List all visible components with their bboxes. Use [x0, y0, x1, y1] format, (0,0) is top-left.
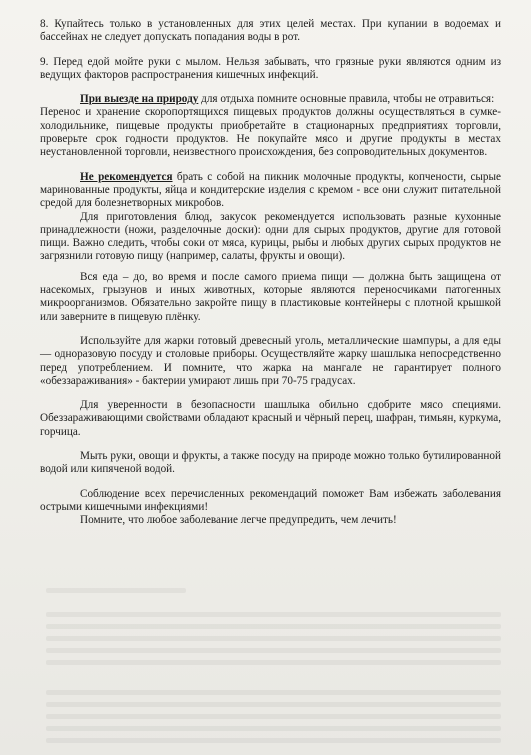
closing-line: Помните, что любое заболевание легче предупредить, чем лечить! — [80, 514, 397, 527]
picnic-storage: Перенос и хранение скоропортящихся пищевых продуктов должны осуществляться в сумке-холодильнике, пищевые продукты приобретайте в стационарных предприятиях торговли, проверьте срок годности продуктов. Не покупайте мясо и другие продукты в местах неустановленной торговли, неизвестного происхождения, без сопроводительных документов. — [40, 106, 501, 159]
grill-paragraph: Используйте для жарки готовый древесный уголь, металлические шампуры, а для еды — одноразовую посуду и столовые приборы. Осуществляйте жарку шашлыка непосредственно перед употреблением. И помните, что жарка на мангале не гарантирует полного «обеззараживания» - бактерии умирают лишь при 70-75 градусах. — [40, 334, 501, 387]
not-recommended-rest: брать с собой на пикник молочные продукты, копчености, сырые маринованные продукты, яйца и кондитерские изделия с кремом - все они служит питательной средой для болезнетворных микробов. — [40, 170, 501, 210]
picnic-lead-bold: При выезде на природу — [80, 93, 199, 106]
compliance-paragraph: Соблюдение всех перечисленных рекомендаций поможет Вам избежать заболевания острыми кишечными инфекциями! — [40, 487, 501, 513]
bleed-through-line — [46, 588, 186, 593]
item-9: 9. Перед едой мойте руки с мылом. Нельзя забывать, что грязные руки являются одним из ведущих факторов распространения кишечных инфекций. — [40, 55, 501, 81]
not-recommended-bold: Не рекомендуется — [80, 170, 173, 183]
picnic-intro — [40, 93, 501, 106]
bleed-through-line — [46, 714, 501, 719]
protection-paragraph: Вся еда – до, во время и после самого приема пищи — должна быть защищена от насекомых, грызунов и иных животных, которые являются переносчиками патогенных микроорганизмов. Обязательно закройте пищу в пластиковые контейнеры с плотной крышкой или заверните в пищевую плёнку. — [40, 270, 501, 323]
bleed-through-line — [46, 660, 501, 665]
utensils-paragraph: Для приготовления блюд, закусок рекомендуется использовать разные кухонные принадлежности (ножи, разделочные доски): одни для сырых продуктов, другие для готовой пищи. Важно следить, чтобы соки от мяса, курицы, рыбы и любых других сырых продуктов не загрязнили готовую пищу (например, салаты, фрукты и овощи). — [40, 210, 501, 263]
spices-paragraph: Для уверенности в безопасности шашлыка обильно сдобрите мясо специями. Обеззараживающими свойствами обладают красный и чёрный перец, шафран, тимьян, куркума, горчица. — [40, 399, 501, 438]
item-8: 8. Купайтесь только в установленных для этих целей местах. При купании в водоемах и бассейнах не следует допускать попадания воды в рот. — [40, 18, 501, 44]
bleed-through-line — [46, 690, 501, 695]
bleed-through-line — [46, 726, 501, 731]
bleed-through-line — [46, 702, 501, 707]
not-recommended-paragraph — [40, 171, 501, 211]
water-paragraph: Мыть руки, овощи и фрукты, а также посуду на природе можно только бутилированной водой или кипяченой водой. — [40, 450, 501, 476]
bleed-through-line — [46, 612, 501, 617]
bleed-through-line — [46, 738, 501, 743]
picnic-lead-rest: для отдыха помните основные правила, чтобы не отравиться: — [198, 93, 495, 106]
bleed-through-line — [46, 648, 501, 653]
bleed-through-line — [46, 636, 501, 641]
bleed-through-line — [46, 624, 501, 629]
